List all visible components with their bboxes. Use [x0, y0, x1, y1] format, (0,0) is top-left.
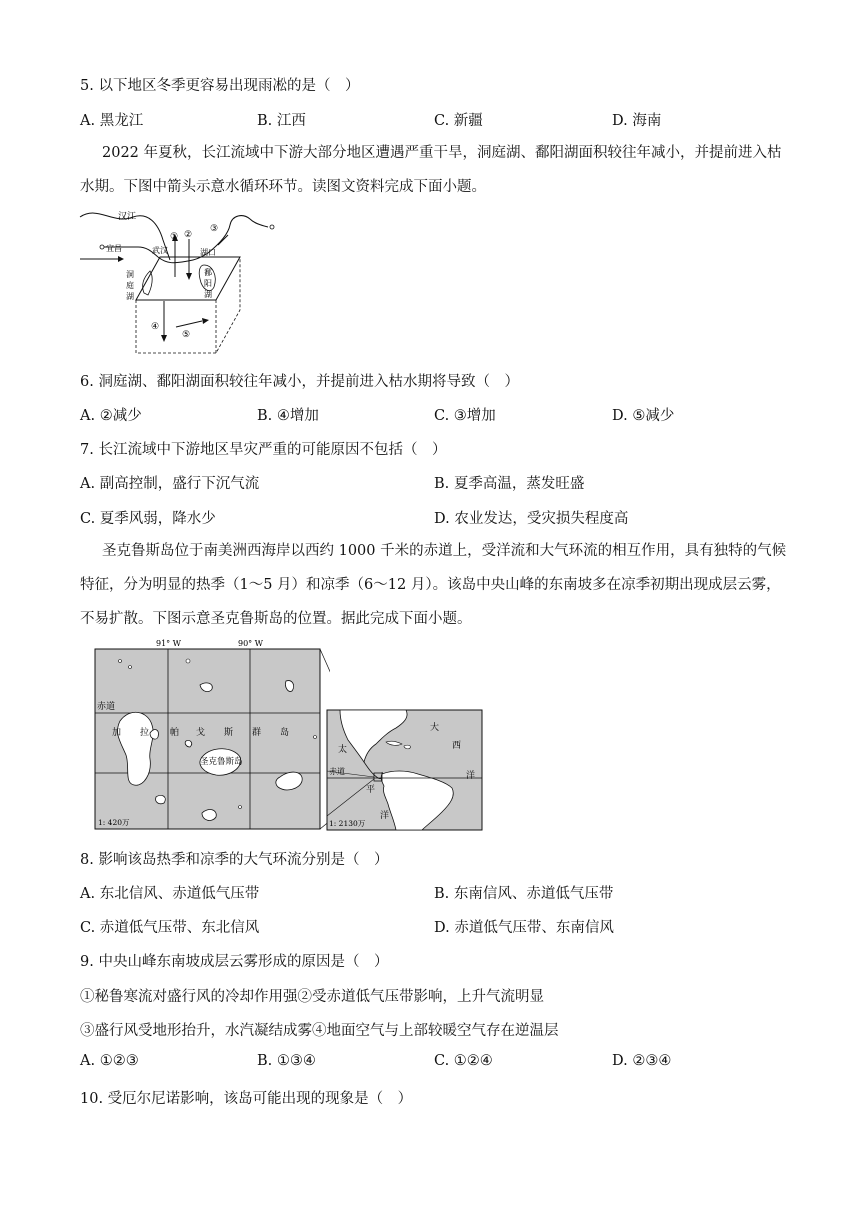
lon-91w: 91° W [156, 639, 181, 648]
q9-option-d: D. ②③④ [612, 1053, 672, 1069]
q10-stem: 10. 受厄尔尼诺影响，该岛可能出现的现象是（ ） [80, 1091, 413, 1107]
lon-90w: 90° W [238, 639, 263, 648]
q6-stem: 6. 洞庭湖、鄱阳湖面积较往年减小，并提前进入枯水期将导致（ ） [80, 374, 519, 390]
passage1 [80, 136, 792, 204]
label-poyang-3: 湖 [204, 290, 212, 299]
q9-option-c: C. ①②④ [434, 1053, 493, 1069]
q6-option-b: B. ④增加 [257, 408, 319, 424]
passage2 [80, 534, 792, 636]
q6-option-a: A. ②减少 [80, 408, 142, 424]
q9-stem: 9. 中央山峰东南坡成层云雾形成的原因是（ ） [80, 954, 389, 970]
q9-statement-line-2: ③盛行风受地形抬升，水汽凝结成雾④地面空气与上部较暖空气存在逆温层 [80, 1023, 559, 1039]
archipelago-char-1: 加 [112, 728, 122, 738]
pacific-char-2: 平 [366, 785, 376, 795]
galapagos-map [90, 637, 330, 833]
q8-stem: 8. 影响该岛热季和凉季的大气环流分别是（ ） [80, 852, 389, 868]
label-dongting-2: 庭 [126, 281, 134, 290]
q5-option-c: C. 新疆 [434, 113, 483, 129]
archipelago-char-2: 拉 [140, 728, 150, 738]
archipelago-char-4: 戈 [196, 728, 206, 738]
label-dongting-1: 洞 [126, 270, 134, 279]
archipelago-char-5: 斯 [224, 728, 234, 738]
q8-option-c: C. 赤道低气压带、东北信风 [80, 920, 260, 936]
pacific-char-3: 洋 [380, 811, 390, 821]
label-dongting-3: 湖 [126, 292, 134, 301]
q8-option-a: A. 东北信风、赤道低气压带 [80, 886, 260, 902]
arrow-3-label: ③ [210, 224, 219, 234]
q6-option-c: C. ③增加 [434, 408, 496, 424]
q8-option-b: B. 东南信风、赤道低气压带 [434, 886, 614, 902]
q5-stem: 5. 以下地区冬季更容易出现雨凇的是（ ） [80, 78, 360, 94]
q9-option-b: B. ①③④ [257, 1053, 316, 1069]
americas-location-map [326, 708, 484, 832]
arrow-5-label: ⑤ [182, 330, 191, 340]
q9-statement-line-1: ①秘鲁寒流对盛行风的冷却作用强②受赤道低气压带影响，上升气流明显 [80, 989, 544, 1005]
label-hanjiang: 汉江 [118, 212, 137, 222]
q6-option-d: D. ⑤减少 [612, 408, 675, 424]
map-right-equator: 赤道 [329, 767, 345, 776]
map-left-equator: 赤道 [97, 702, 116, 712]
santa-cruz-label: 圣克鲁斯岛 [200, 757, 243, 767]
pacific-char-1: 太 [338, 745, 348, 755]
q5-option-b: B. 江西 [257, 113, 306, 129]
q7-stem: 7. 长江流域中下游地区旱灾严重的可能原因不包括（ ） [80, 442, 447, 458]
map-left-scale: 1: 420万 [98, 818, 130, 827]
map-right-scale: 1: 2130万 [329, 819, 366, 828]
q5-option-a: A. 黑龙江 [80, 113, 144, 129]
archipelago-char-6: 群 [252, 728, 262, 738]
passage1-text: 2022 年夏秋，长江流域中下游大部分地区遭遇严重干旱，洞庭湖、鄱阳湖面积较往年减小，并提前进入枯水期。下图中箭头示意水循环环节。读图文资料完成下面小题。 [80, 145, 782, 195]
atlantic-char-3: 洋 [466, 771, 476, 781]
label-yichang: 宜昌 [106, 244, 122, 253]
water-cycle-diagram [78, 205, 278, 357]
arrow-1-label: ① [170, 232, 179, 242]
q5-option-d: D. 海南 [612, 113, 662, 129]
q7-option-a: A. 副高控制，盛行下沉气流 [80, 476, 260, 492]
arrow-4-label: ④ [151, 322, 160, 332]
atlantic-char-1: 大 [430, 723, 440, 733]
q9-option-a: A. ①②③ [80, 1053, 139, 1069]
q7-option-b: B. 夏季高温，蒸发旺盛 [434, 476, 585, 492]
q7-option-c: C. 夏季风弱，降水少 [80, 511, 216, 527]
label-poyang-2: 阳 [204, 279, 212, 288]
archipelago-char-3: 帕 [170, 728, 180, 738]
label-poyang-1: 鄱 [204, 268, 212, 277]
q8-option-d: D. 赤道低气压带、东南信风 [434, 920, 614, 936]
label-hukou: 湖口 [200, 248, 216, 257]
arrow-2-label: ② [184, 230, 193, 240]
atlantic-char-2: 西 [452, 741, 462, 751]
label-wuhan: 武汉 [152, 246, 168, 255]
q7-option-d: D. 农业发达，受灾损失程度高 [434, 511, 629, 527]
passage2-text: 圣克鲁斯岛位于南美洲西海岸以西约 1000 千米的赤道上，受洋流和大气环流的相互作用，具有独特的气候特征，分为明显的热季（1～5 月）和凉季（6～12 月）。该岛中央山峰的东南坡多在凉季初期出现成层云雾，不易扩散。下图示意圣克鲁斯岛的位置。据此完成下面小题。 [80, 543, 787, 627]
archipelago-char-7: 岛 [280, 728, 290, 738]
